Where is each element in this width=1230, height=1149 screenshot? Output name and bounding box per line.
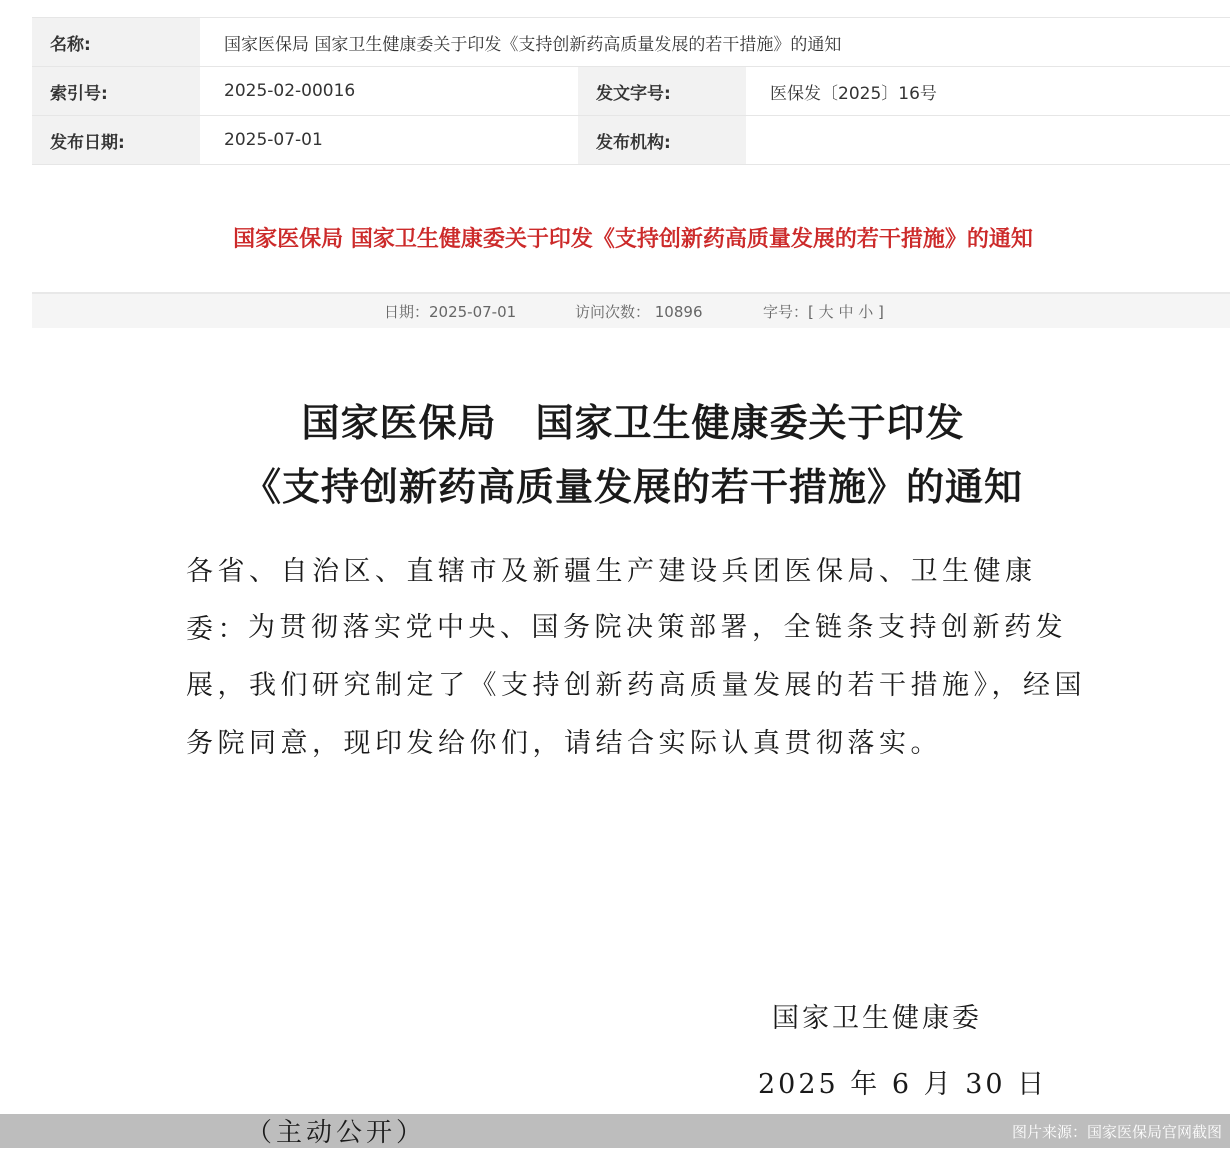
font-large-button[interactable]: 大 [818,302,834,321]
date-value: 2025-07-01 [200,116,578,164]
disclosure-note: （主动公开） [246,1118,427,1148]
org-value [746,116,1230,164]
index-value: 2025-02-00016 [200,67,578,115]
signature-date: 2025 年 6 月 30 日 [758,1069,1048,1100]
font-size-label: 字号：[ [763,302,814,321]
font-medium-button[interactable]: 中 [838,302,854,321]
font-size-bracket: ] [878,302,884,321]
docnum-label: 发文字号: [578,67,746,115]
publish-date: 日期：2025-07-01 [384,302,517,321]
font-small-button[interactable]: 小 [858,302,874,321]
info-bar [32,292,1230,328]
meta-row-index [32,67,1230,116]
document-title-line1: 国家医保局 国家卫生健康委关于印发 [301,400,965,445]
body-paragraph: 为贯彻落实党中央、国务院决策部署，全链条支持创新药发展，我们研究制定了《支持创新药高质量发展的若干措施》，经国务院同意，现印发给你们，请结合实际认真贯彻落实。 [186,612,1086,759]
name-value: 国家医保局 国家卫生健康委关于印发《支持创新药高质量发展的若干措施》的通知 [200,18,1230,66]
date-label: 发布日期: [32,116,200,164]
image-credit: 图片来源：国家医保局官网截图 [1011,1123,1222,1141]
name-label: 名称: [32,18,200,66]
meta-row-date [32,116,1230,165]
font-size-control [763,301,884,322]
metadata-table [32,17,1230,165]
salutation: 各省、自治区、直辖市及新疆生产建设兵团医保局、卫生健康委： [186,556,1037,645]
docnum-value: 医保发〔2025〕16号 [746,67,1230,115]
signature-org: 国家卫生健康委 [772,1003,982,1034]
document-title-line2: 《支持创新药高质量发展的若干措施》的通知 [242,464,1023,509]
page-title: 国家医保局 国家卫生健康委关于印发《支持创新药高质量发展的若干措施》的通知 [233,227,1033,252]
index-label: 索引号: [32,67,200,115]
visit-count: 访问次数： 10896 [575,302,703,321]
meta-row-name [32,18,1230,67]
org-label: 发布机构: [578,116,746,164]
